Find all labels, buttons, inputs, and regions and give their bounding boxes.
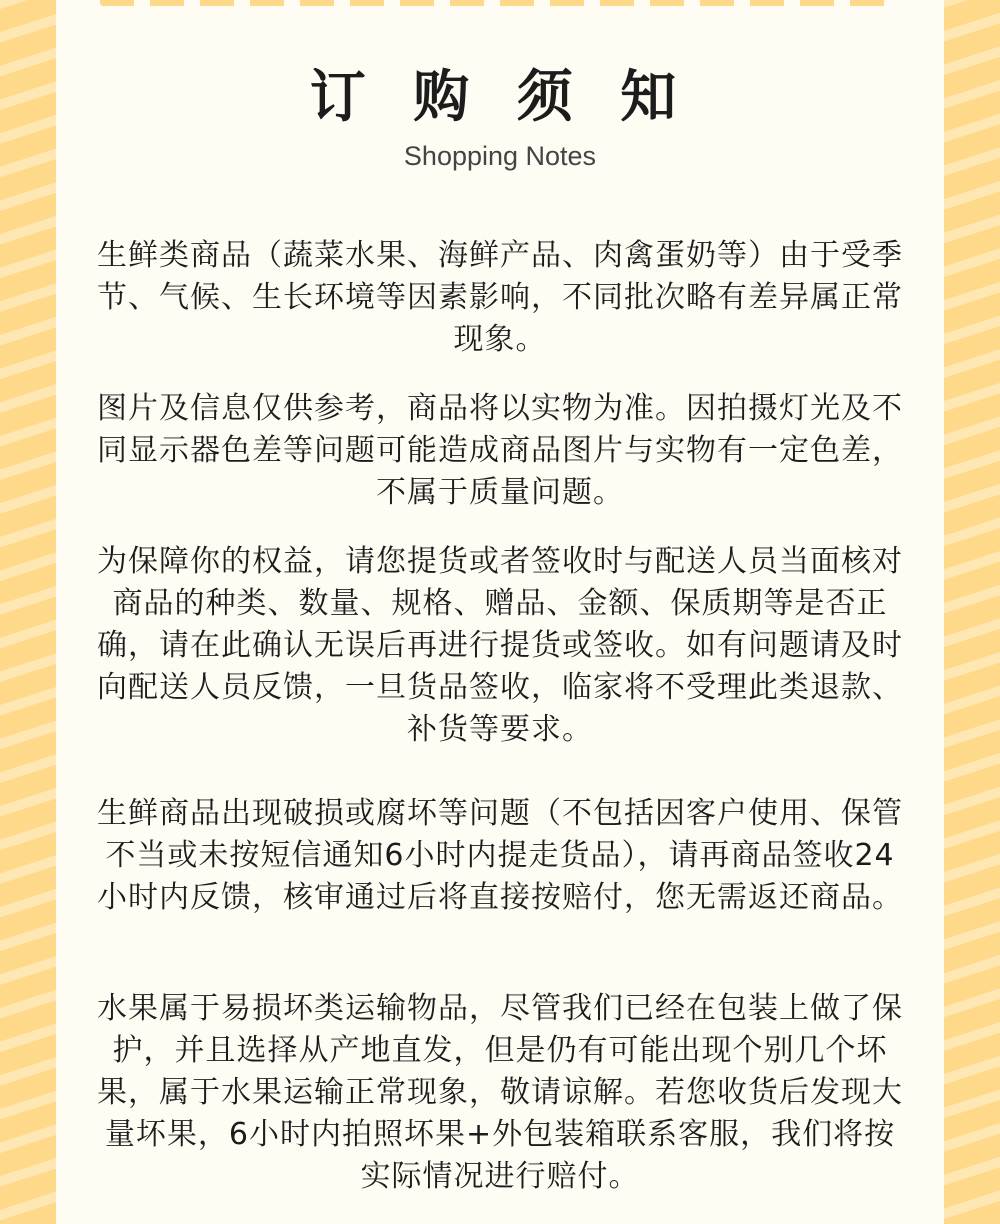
page-title: 订 购 须 知 (309, 65, 691, 130)
note-image-reference: 图片及信息仅供参考，商品将以实物为准。因拍摄灯光及不同显示器色差等问题可能造成商品图片与实物有一定色差，不属于质量问题。 (97, 391, 903, 510)
top-dashed-divider (100, 0, 900, 6)
note-delivery-check: 为保障你的权益，请您提货或者签收时与配送人员当面核对商品的种类、数量、规格、赠品、金额、保质期等是否正确，请在此确认无误后再进行提货或签收。如有问题请及时向配送人员反馈，一旦货品签收，临家将不受理此类退款、补货等要求。 (97, 544, 903, 747)
page-subtitle: Shopping Notes (403, 141, 597, 171)
note-fresh-variation: 生鲜类商品（蔬菜水果、海鲜产品、肉禽蛋奶等）由于受季节、气候、生长环境等因素影响，不同批次略有差异属正常现象。 (97, 238, 903, 357)
notice-card (56, 0, 944, 1224)
note-fruit-transport: 水果属于易损坏类运输物品，尽管我们已经在包装上做了保护，并且选择从产地直发，但是仍有可能出现个别几个坏果，属于水果运输正常现象，敬请谅解。若您收货后发现大量坏果，6小时内拍照坏果+外包装箱联系客服，我们将按实际情况进行赔付。 (97, 991, 903, 1194)
right-striped-border (942, 0, 1000, 1224)
note-damage-compensation: 生鲜商品出现破损或腐坏等问题（不包括因客户使用、保管不当或未按短信通知6小时内提走货品），请再商品签收24小时内反馈，核审通过后将直接按赔付，您无需返还商品。 (97, 796, 903, 915)
left-striped-border (0, 0, 60, 1224)
